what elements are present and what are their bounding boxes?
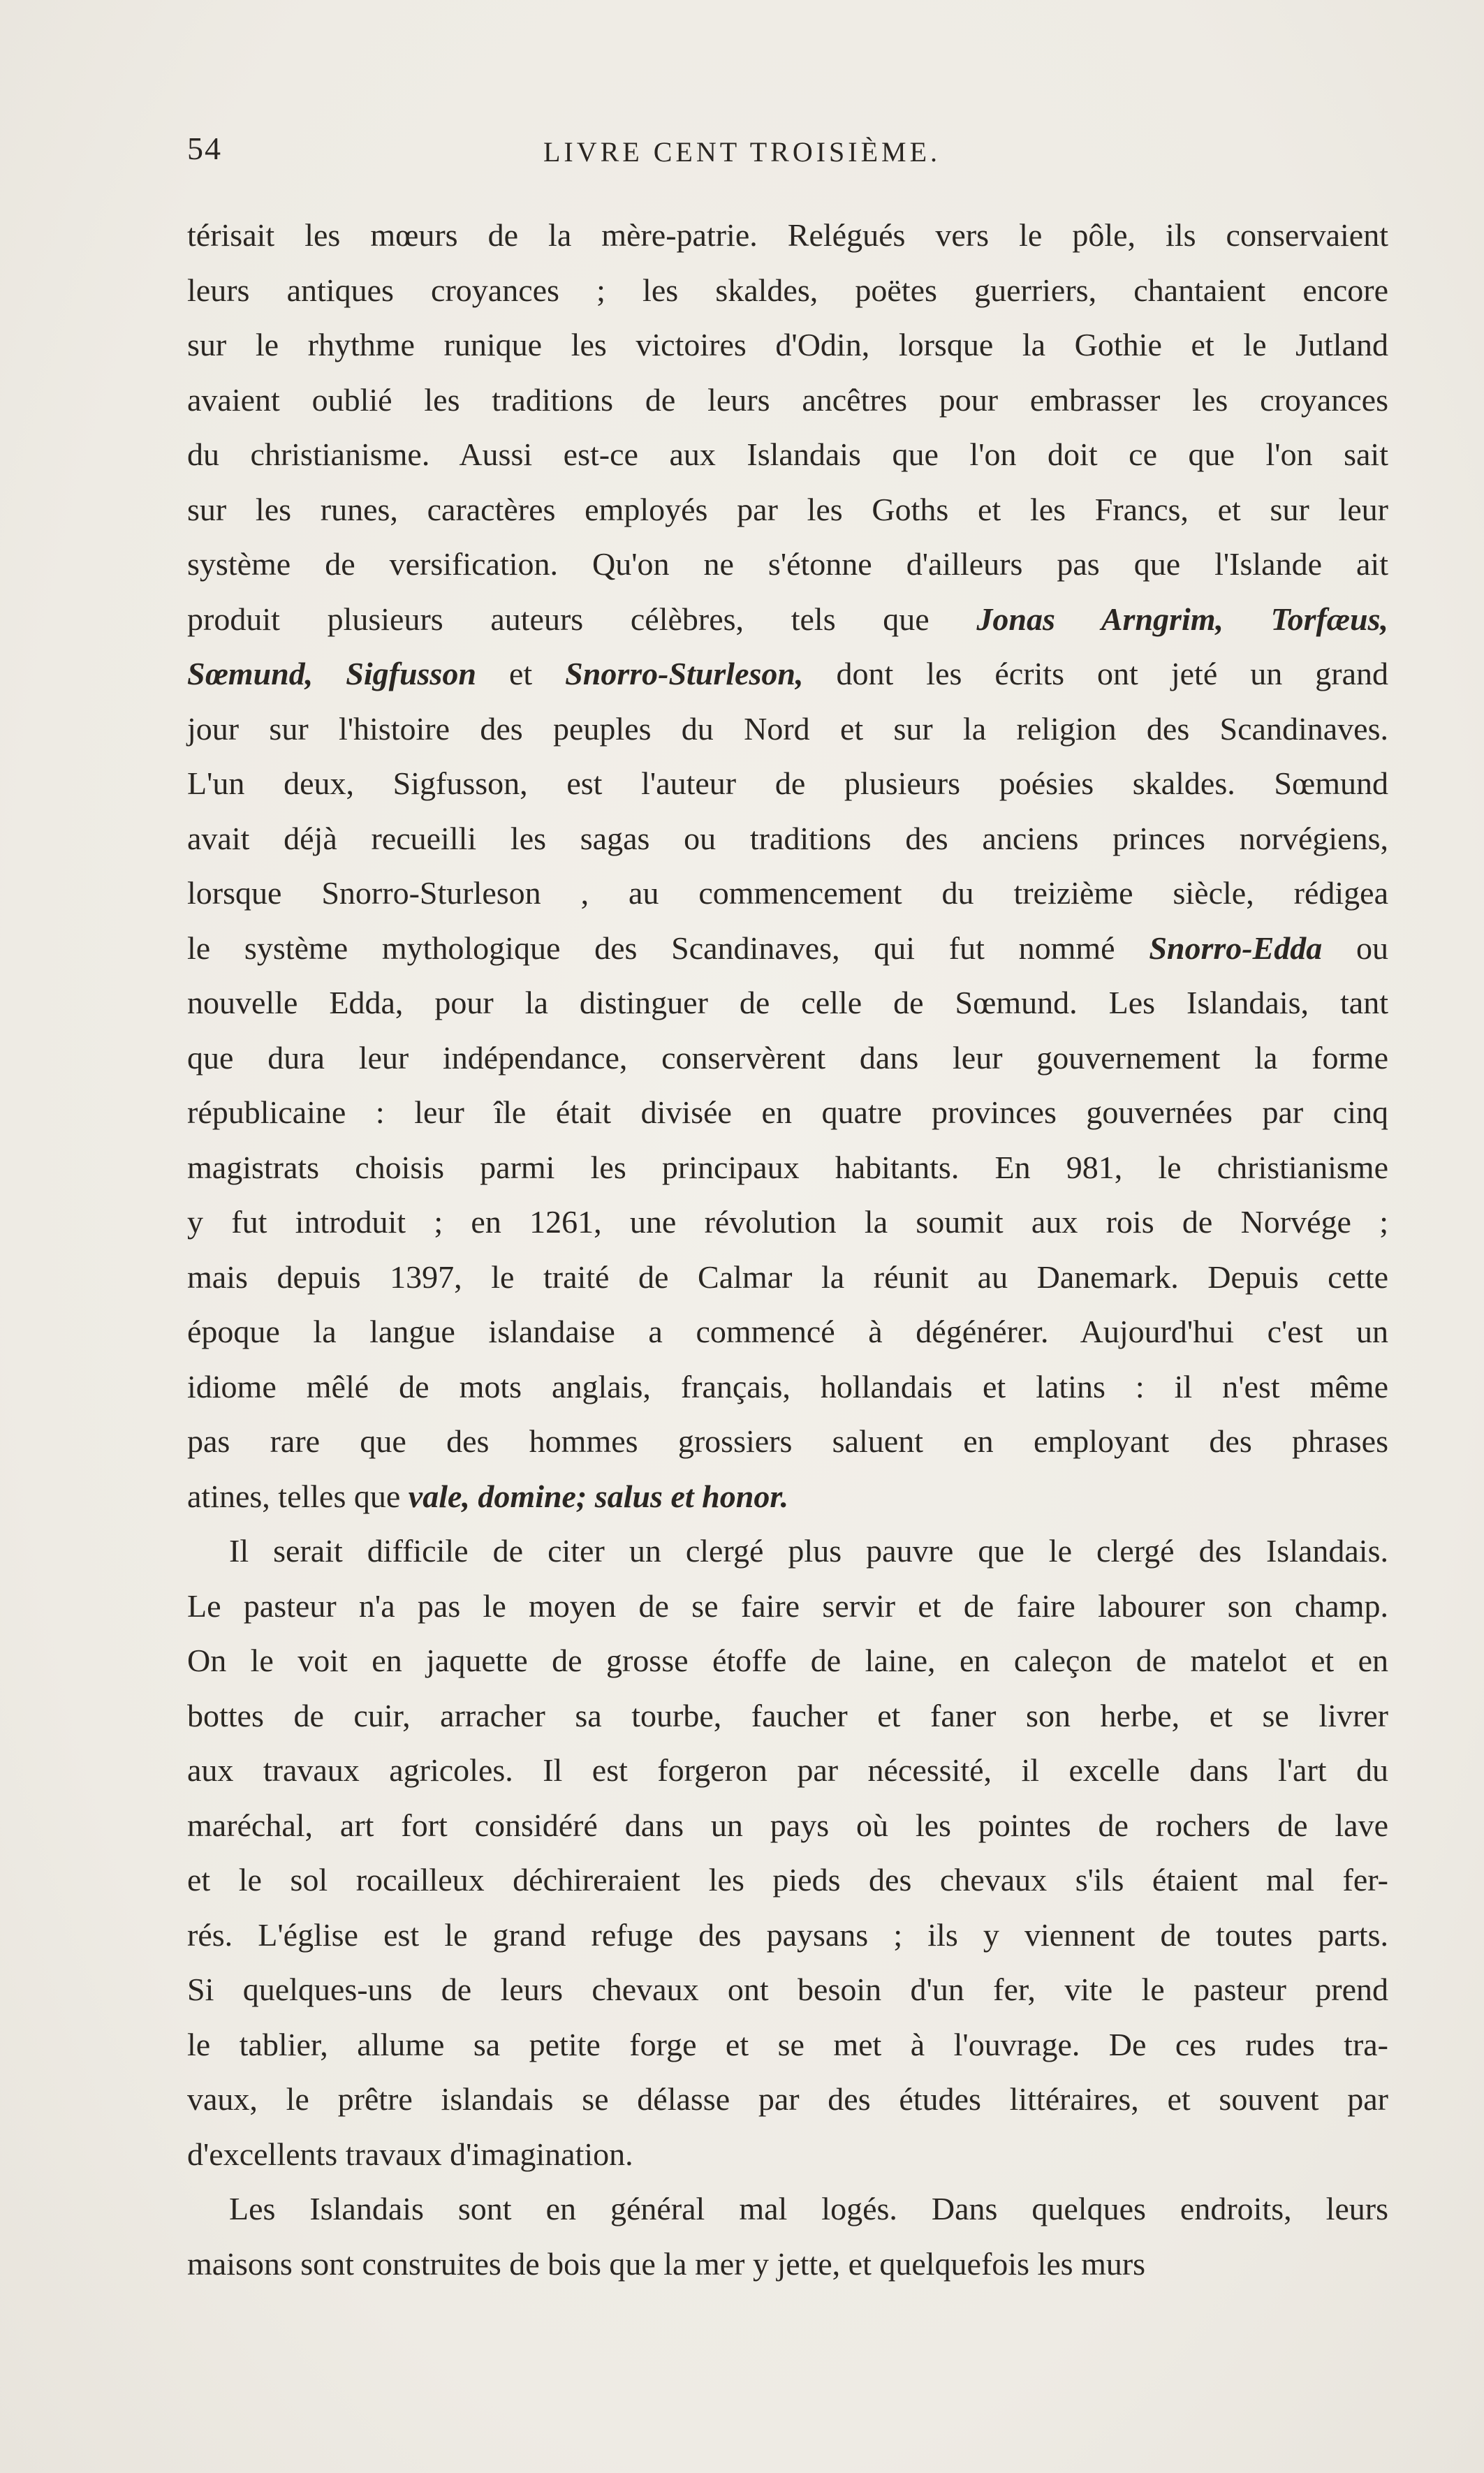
text-line: maréchal, art fort considéré dans un pays où les pointes de rochers de lave	[187, 1807, 1388, 1843]
text-line: pas rare que des hommes grossiers saluent en employant des phrases	[187, 1423, 1388, 1459]
paragraph	[187, 1524, 1388, 2182]
text-line: idiome mêlé de mots anglais, français, hollandais et latins : il n'est même	[187, 1368, 1388, 1404]
text-line: Sœmund, Sigfusson et Snorro-Sturleson, dont les écrits ont jeté un grand	[187, 656, 1388, 691]
paragraph	[187, 2182, 1388, 2291]
paragraph	[187, 208, 1388, 1524]
text-line: époque la langue islandaise a commencé à dégénérer. Aujourd'hui c'est un	[187, 1314, 1388, 1349]
text-line: et le sol rocailleux déchireraient les pieds des chevaux s'ils étaient mal fer-	[187, 1862, 1388, 1898]
text-line: jour sur l'histoire des peuples du Nord et sur la religion des Scandinaves.	[187, 710, 1388, 747]
text-line: aux travaux agricoles. Il est forgeron par nécessité, il excelle dans l'art du	[187, 1752, 1388, 1788]
italic-name: Jonas Arngrim, Torfæus,	[976, 601, 1388, 637]
page-number: 54	[187, 131, 222, 166]
text-line: nouvelle Edda, pour la distinguer de celle de Sœmund. Les Islandais, tant	[187, 985, 1388, 1020]
text-line: du christianisme. Aussi est-ce aux Islandais que l'on doit ce que l'on sait	[187, 436, 1388, 472]
text-line: sur le rhythme runique les victoires d'Odin, lorsque la Gothie et le Jutland	[187, 327, 1388, 362]
text-line: maisons sont construites de bois que la mer y jette, et quelquefois les murs	[187, 2245, 1146, 2282]
text-line: atines, telles que vale, domine; salus et honor.	[187, 1478, 789, 1514]
text-line: le système mythologique des Scandinaves, qui fut nommé Snorro-Edda ou	[187, 930, 1389, 966]
text-line: lorsque Snorro-Sturleson , au commencement du treizième siècle, rédigea	[187, 875, 1388, 911]
text-line: produit plusieurs auteurs célèbres, tels que Jonas Arngrim, Torfæus,	[187, 601, 1388, 637]
text-line: que dura leur indépendance, conservèrent dans leur gouvernement la forme	[187, 1039, 1388, 1076]
italic-name: Snorro-Edda	[1149, 930, 1323, 966]
italic-name: Sœmund, Sigfusson	[187, 656, 476, 691]
text-line: térisait les mœurs de la mère-patrie. Relégués vers le pôle, ils conservaient	[187, 217, 1388, 253]
text-line: Le pasteur n'a pas le moyen de se faire servir et de faire labourer son champ.	[187, 1587, 1388, 1624]
text-line: vaux, le prêtre islandais se délasse par des études littéraires, et souvent par	[187, 2081, 1388, 2117]
text-line: On le voit en jaquette de grosse étoffe de laine, en caleçon de matelot et en	[187, 1643, 1388, 1678]
text-line: leurs antiques croyances ; les skaldes, poëtes guerriers, chantaient encore	[187, 272, 1388, 308]
text-line: magistrats choisis parmi les principaux habitants. En 981, le christianisme	[187, 1149, 1388, 1185]
running-head: LIVRE CENT TROISIÈME.	[543, 136, 941, 168]
text-line: républicaine : leur île était divisée en quatre provinces gouvernées par cinq	[187, 1094, 1388, 1130]
text-line: système de versification. Qu'on ne s'étonne d'ailleurs pas que l'Islande ait	[187, 546, 1388, 582]
text-line: d'excellents travaux d'imagination.	[187, 2136, 633, 2172]
text-line: Si quelques-uns de leurs chevaux ont besoin d'un fer, vite le pasteur prend	[187, 1972, 1388, 2007]
text-line: y fut introduit ; en 1261, une révolution la soumit aux rois de Norvége ;	[187, 1204, 1388, 1240]
text-line: rés. L'église est le grand refuge des paysans ; ils y viennent de toutes parts.	[187, 1916, 1388, 1953]
text-line: mais depuis 1397, le traité de Calmar la réunit au Danemark. Depuis cette	[187, 1258, 1388, 1295]
italic-name: Snorro-Sturleson,	[565, 656, 804, 691]
body-text	[187, 208, 1388, 2291]
text-line: bottes de cuir, arracher sa tourbe, faucher et faner son herbe, et se livrer	[187, 1697, 1388, 1733]
text-line: avait déjà recueilli les sagas ou traditions des anciens princes norvégiens,	[187, 820, 1388, 856]
text-line: sur les runes, caractères employés par les Goths et les Francs, et sur leur	[187, 491, 1388, 527]
text-line: le tablier, allume sa petite forge et se met à l'ouvrage. De ces rudes tra-	[187, 2026, 1388, 2062]
text-line: Les Islandais sont en général mal logés. Dans quelques endroits, leurs	[229, 2191, 1388, 2226]
text-line: L'un deux, Sigfusson, est l'auteur de plusieurs poésies skaldes. Sœmund	[187, 765, 1388, 801]
text-line: avaient oublié les traditions de leurs ancêtres pour embrasser les croyances	[187, 381, 1388, 418]
text-line: Il serait difficile de citer un clergé plus pauvre que le clergé des Islandais.	[229, 1533, 1388, 1569]
italic-name: vale, domine; salus et honor.	[408, 1478, 789, 1514]
page-header	[0, 130, 1484, 179]
